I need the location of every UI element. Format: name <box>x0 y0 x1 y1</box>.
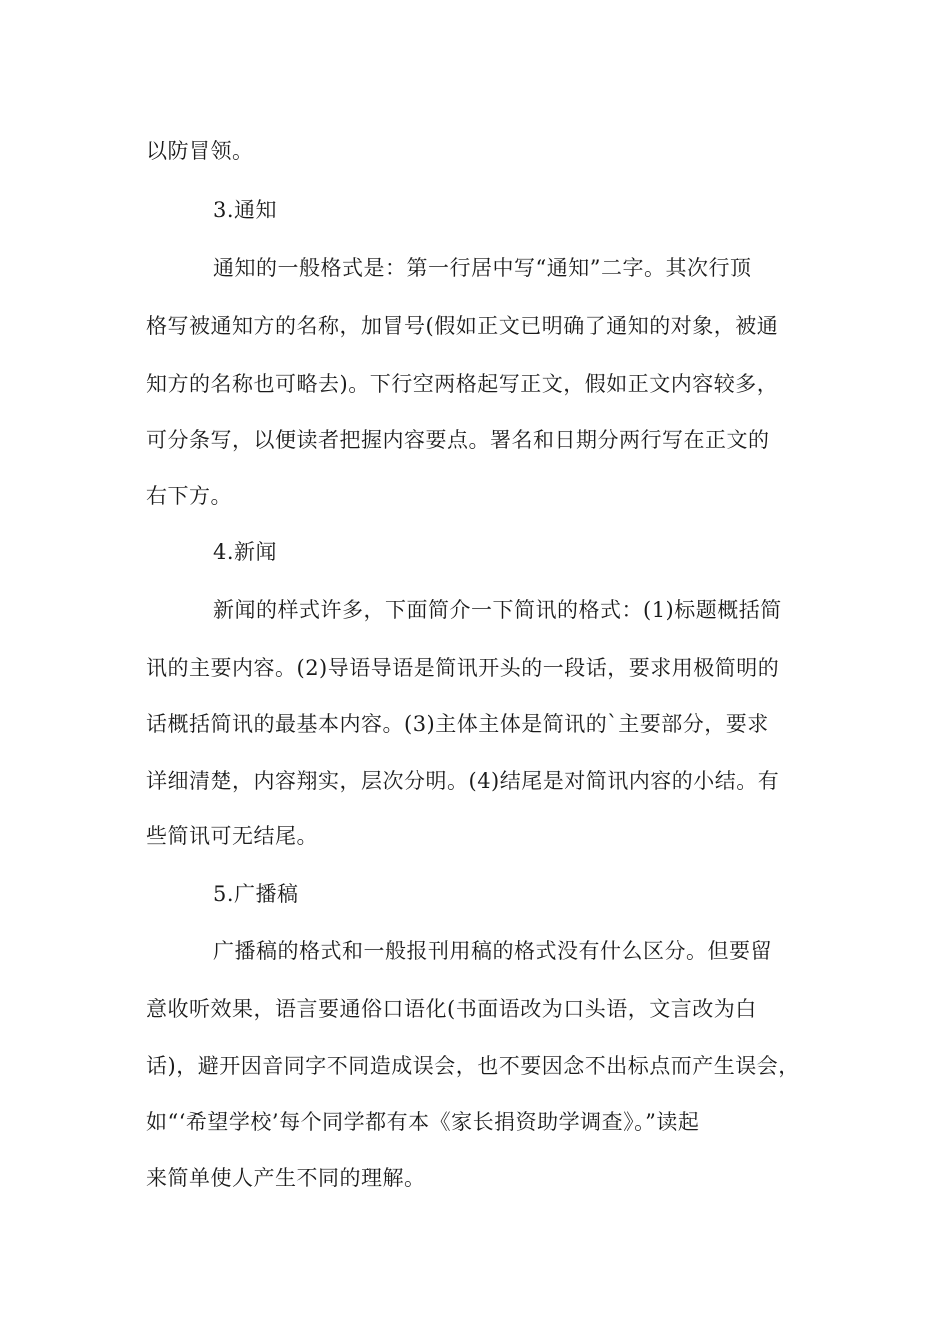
paragraph-line: 以防冒领。 <box>146 139 254 163</box>
paragraph-line: 意收听效果，语言要通俗口语化(书面语改为口头语，文言改为白 <box>146 997 757 1021</box>
paragraph-line: 讯的主要内容。(2)导语导语是简讯开头的一段话，要求用极简明的 <box>146 656 780 680</box>
paragraph-line: 格写被通知方的名称，加冒号(假如正文已明确了通知的对象，被通 <box>146 314 779 338</box>
paragraph-line: 新闻的样式许多，下面简介一下简讯的格式：(1)标题概括简 <box>213 598 782 622</box>
paragraph-line: 可分条写，以便读者把握内容要点。署名和日期分两行写在正文的 <box>146 428 770 452</box>
paragraph-line: 话)，避开因音同字不同造成误会，也不要因念不出标点而产生误会， <box>146 1054 800 1078</box>
paragraph-line: 些简讯可无结尾。 <box>146 824 318 848</box>
paragraph-line: 话概括简讯的最基本内容。(3)主体主体是简讯的`主要部分，要求 <box>146 712 769 736</box>
paragraph-line: 来简单使人产生不同的理解。 <box>146 1166 426 1190</box>
paragraph-line: 知方的名称也可略去)。下行空两格起写正文，假如正文内容较多， <box>146 372 779 396</box>
section-heading-notice: 3.通知 <box>213 198 278 222</box>
paragraph-line: 如“‘希望学校’每个同学都有本《家长捐资助学调查》。”读起 <box>146 1110 700 1134</box>
paragraph-line: 广播稿的格式和一般报刊用稿的格式没有什么区分。但要留 <box>213 939 772 963</box>
paragraph-line: 详细清楚，内容翔实，层次分明。(4)结尾是对简讯内容的小结。有 <box>146 769 780 793</box>
section-heading-broadcast: 5.广播稿 <box>213 882 299 906</box>
paragraph-line: 通知的一般格式是：第一行居中写“通知”二字。其次行顶 <box>213 256 752 280</box>
section-heading-news: 4.新闻 <box>213 540 278 564</box>
paragraph-line: 右下方。 <box>146 484 232 508</box>
